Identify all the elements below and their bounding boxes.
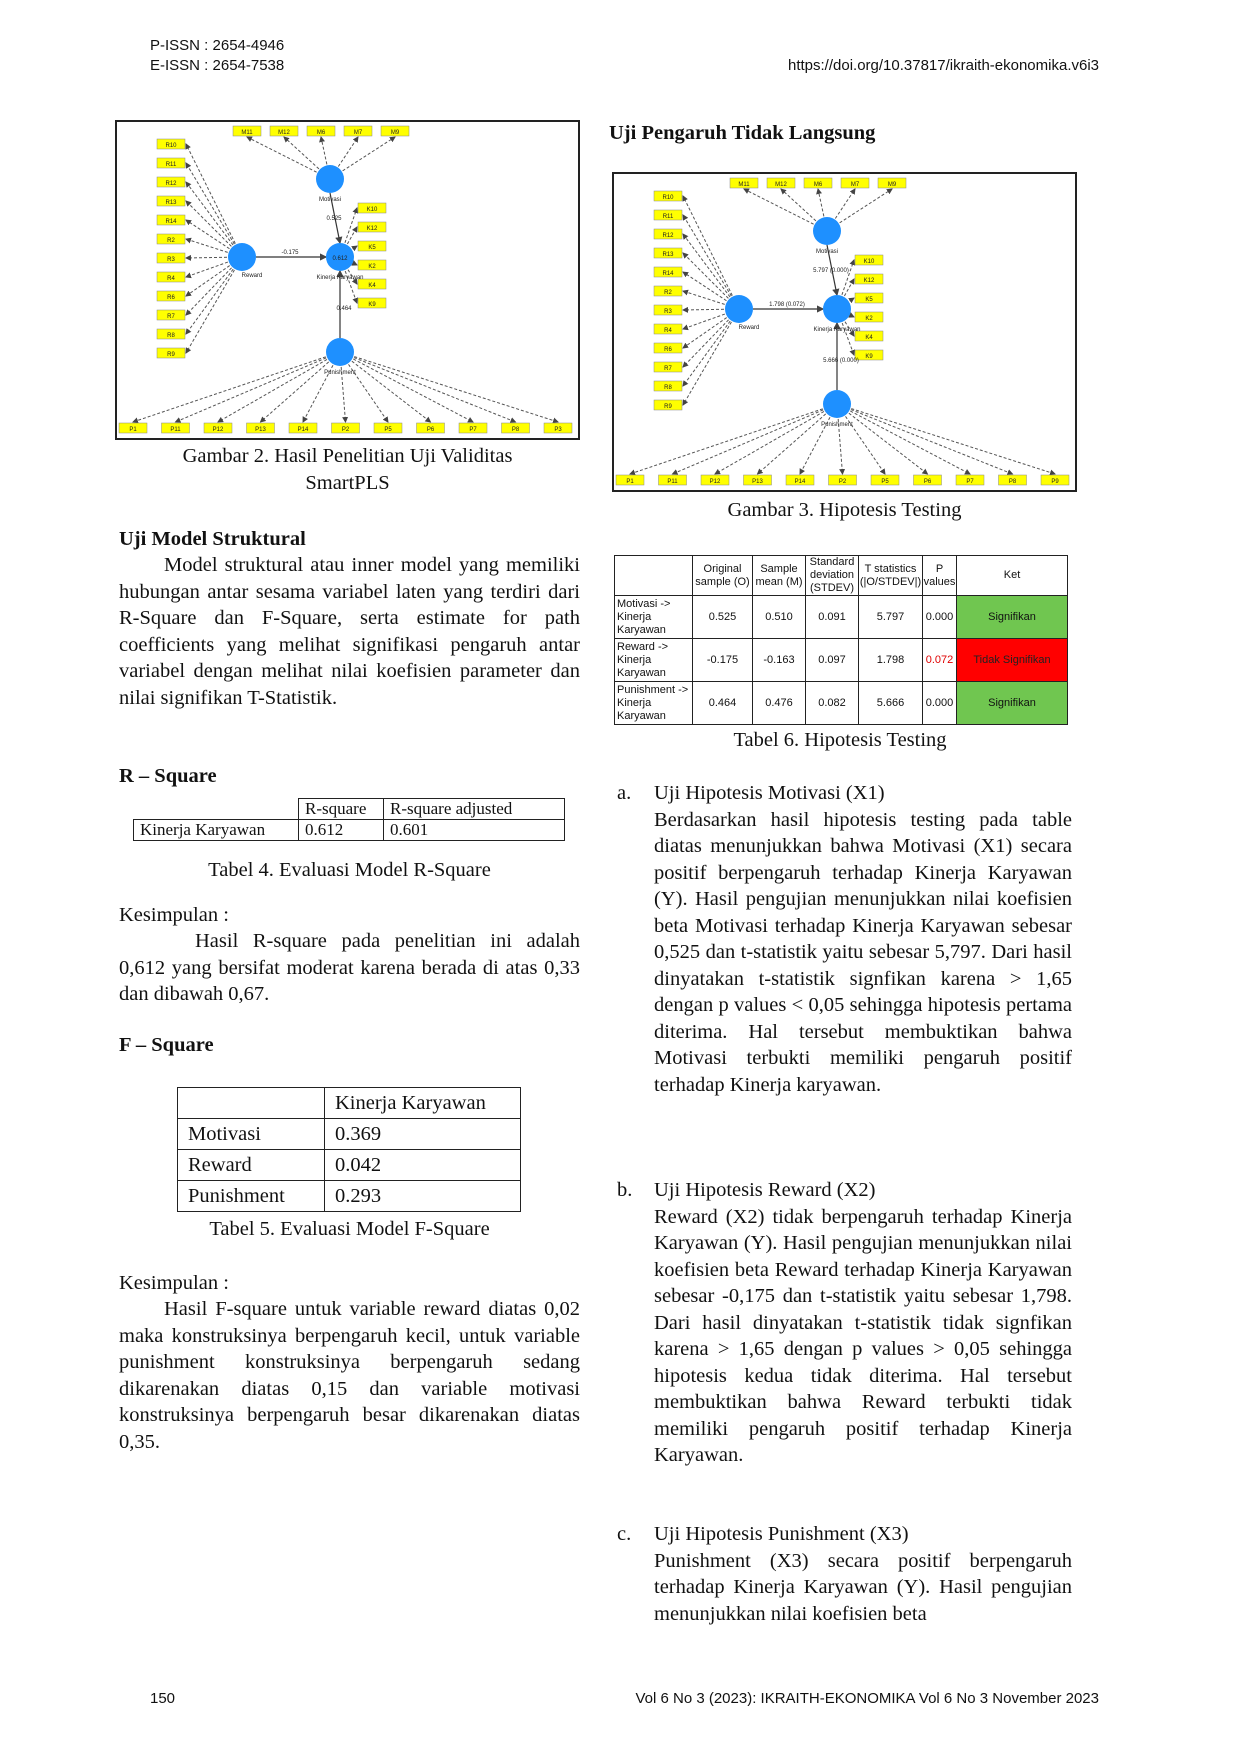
kesimpulan-2-text: Hasil F-square untuk variable reward diatas 0,02 maka konstruksinya berpengaruh kecil, untuk variable punishment konstruksinya berpengaruh sedang dikarenakan diatas 0,15 dan variable motivasi konstruksinya berpengaruh besar dikarenakan diatas 0,35. <box>119 1298 580 1453</box>
latent-motivasi-label: Motivasi <box>318 197 342 203</box>
indicator-punishment-label: P13 <box>255 427 266 433</box>
indicator-reward-label: R13 <box>662 252 674 258</box>
path-punishment-value: 0.464 <box>336 306 352 312</box>
loading-line <box>340 352 431 422</box>
paragraph-struktural: Model struktural atau inner model yang memiliki hubungan antar sesama variabel laten yang terdiri dari R-Square dan F-Square, serta estimate for path coefficients yang melihat signifikasi pengaruh antar variabel dengan melihat nilai koefisien parameter dan nilai signifikan T-Statistik. <box>119 554 580 709</box>
indicator-reward-label: R4 <box>664 328 672 334</box>
indicator-punishment-label: P2 <box>341 427 350 433</box>
loading-line <box>758 404 838 474</box>
indicator-punishment-label: P7 <box>966 479 974 485</box>
loading-line <box>837 404 970 474</box>
indicator-kinerja-label: K9 <box>865 354 873 360</box>
indicator-motivasi-label: M12 <box>278 130 290 136</box>
indicator-motivasi-label: M6 <box>813 182 823 188</box>
indicator-punishment-label: P13 <box>752 479 763 485</box>
indicator-reward-label: R3 <box>167 257 175 263</box>
indicator-motivasi-label: M6 <box>316 130 326 136</box>
indicator-reward-label: R2 <box>664 290 672 296</box>
hypothesis-row: Motivasi -> Kinerja Karyawan 0.525 0.510 0.091 5.797 0.000 Signifikan <box>615 596 1068 639</box>
indicator-punishment-label: P14 <box>297 427 309 433</box>
indicator-reward-label: R7 <box>167 314 175 320</box>
indicator-kinerja-label: K5 <box>368 245 376 251</box>
status-badge: Tidak Signifikan <box>957 639 1068 682</box>
hypothesis-row: Punishment -> Kinerja Karyawan 0.464 0.476 0.082 5.666 0.000 Signifikan <box>615 682 1068 725</box>
indicator-punishment-label: P7 <box>469 427 477 433</box>
indicator-reward-label: R11 <box>662 214 674 220</box>
loading-line <box>340 352 473 422</box>
status-badge: Signifikan <box>957 596 1068 639</box>
hypothesis-item-a: a. Uji Hipotesis Motivasi (X1) Berdasarkan hasil hipotesis testing pada table diatas menunjukkan bahwa Motivasi (X1) secara positif berpengaruh terhadap Kinerja Karyawan (Y). Hasil pengujian menunjukkan nilai koefisien beta Motivasi terhadap Kinerja Karyawan sebesar 0,525 dan t-statistik yaitu sebesar 5,797. Dari hasil dinyatakan t-statistik signfikan karena > 1,65 dengan p values < 0,05 sehingga hipotesis pertama diterima. Hal tersebut membuktikan bahwa Motivasi terbukti memiliki pengaruh positif terhadap Kinerja karyawan. <box>617 782 1072 1096</box>
figure-3-svg <box>614 174 1075 490</box>
indicator-reward-label: R10 <box>662 195 674 201</box>
latent-reward <box>725 295 753 323</box>
fsquare-row: Motivasi 0.369 <box>178 1119 521 1150</box>
loading-line <box>261 352 341 422</box>
indicator-reward-label: R9 <box>167 352 175 358</box>
latent-motivasi <box>813 217 841 245</box>
indicator-reward-label: R6 <box>167 295 175 301</box>
indicator-reward-label: R9 <box>664 404 672 410</box>
loading-line <box>715 404 837 474</box>
loading-line <box>340 352 516 422</box>
eissn: E-ISSN : 2654-7538 <box>150 57 285 74</box>
loading-line <box>837 404 1013 474</box>
indicator-punishment-label: P1 <box>129 427 137 433</box>
rsquare-table: R-square R-square adjusted Kinerja Karyawan 0.612 0.601 <box>133 798 565 841</box>
indicator-reward-label: R13 <box>165 200 177 206</box>
path-motivasi-value: 0.525 <box>326 216 342 222</box>
fsquare-table: Kinerja Karyawan Motivasi 0.369 Reward 0.042 Punishment 0.293 <box>177 1087 521 1212</box>
fsquare-caption: Tabel 5. Evaluasi Model F-Square <box>209 1218 490 1240</box>
indicator-motivasi-label: M11 <box>241 130 253 136</box>
loading-line <box>683 309 739 386</box>
indicator-punishment-label: P6 <box>426 427 435 433</box>
fsquare-row: Punishment 0.293 <box>178 1181 521 1212</box>
latent-punishment <box>326 338 354 366</box>
loading-line <box>673 404 838 474</box>
loading-line <box>683 309 739 405</box>
heading-fsquare: F – Square <box>119 1034 214 1056</box>
loading-line <box>186 182 242 257</box>
loading-line <box>837 404 928 474</box>
indicator-motivasi-label: M9 <box>887 182 897 188</box>
indicator-reward-label: R10 <box>165 143 177 149</box>
latent-kinerja <box>823 295 851 323</box>
path-reward-value: 1.798 (0.072) <box>769 302 805 308</box>
indicator-punishment-label: P8 <box>511 427 520 433</box>
loading-line <box>218 352 340 422</box>
indicator-punishment-label: P12 <box>709 479 721 485</box>
latent-reward <box>228 243 256 271</box>
indicator-punishment-label: P2 <box>838 479 847 485</box>
indicator-reward-label: R4 <box>167 276 175 282</box>
indicator-kinerja-label: K9 <box>368 302 376 308</box>
figure-2-svg <box>117 122 578 438</box>
indicator-reward-label: R2 <box>167 238 175 244</box>
loading-line <box>683 234 739 309</box>
latent-kinerja-label: Kinerja Karyawan <box>813 327 861 333</box>
loading-line <box>837 404 1055 474</box>
indicator-reward-label: R8 <box>167 333 175 339</box>
indicator-punishment-label: P5 <box>384 427 392 433</box>
hypothesis-table: Original sample (O) Sample mean (M) Standard deviation (STDEV) T statistics (|O/STDEV|) P values Ket Motivasi -> Kinerja Karyawan 0.525 0.510 0.091 5.797 0.000 Signifikan Reward -> Kinerja Karyawan -0.175 -0.163 0.097 1.798 0.072 Tidak Signifikan Punishment -> Kinerja Karyawan 0.464 0.476 0.082 5.666 0.000 Signifikan <box>614 555 1068 725</box>
r-square-value: 0.612 <box>332 256 348 262</box>
kesimpulan-1-text: Hasil R-square pada penelitian ini adalah 0,612 yang bersifat moderat karena berada di atas 0,33 dan dibawah 0,67. <box>119 930 580 1005</box>
loading-line <box>186 144 242 257</box>
hypothesis-row: Reward -> Kinerja Karyawan -0.175 -0.163 0.097 1.798 0.072 Tidak Signifikan <box>615 639 1068 682</box>
hypothesis-caption: Tabel 6. Hipotesis Testing <box>733 729 947 751</box>
latent-motivasi-label: Motivasi <box>815 249 839 255</box>
indicator-punishment-label: P9 <box>1051 479 1059 485</box>
doi-link[interactable]: https://doi.org/10.37817/ikraith-ekonomika.v6i3 <box>787 57 1099 74</box>
indicator-kinerja-label: K5 <box>865 297 873 303</box>
fsquare-row: Reward 0.042 <box>178 1150 521 1181</box>
latent-punishment-label: Punishment <box>821 422 853 428</box>
indicator-punishment-label: P14 <box>794 479 806 485</box>
indicator-punishment-label: P5 <box>881 479 889 485</box>
indicator-kinerja-label: K10 <box>366 207 378 213</box>
indicator-motivasi-label: M9 <box>390 130 400 136</box>
indicator-punishment-label: P6 <box>923 479 932 485</box>
indicator-motivasi-label: M7 <box>353 130 363 136</box>
status-badge: Signifikan <box>957 682 1068 725</box>
indicator-punishment-label: P11 <box>667 479 678 485</box>
indicator-punishment-label: P11 <box>170 427 181 433</box>
indicator-reward-label: R7 <box>664 366 672 372</box>
indicator-reward-label: R11 <box>165 162 177 168</box>
indicator-kinerja-label: K12 <box>366 226 378 232</box>
indicator-punishment-label: P12 <box>212 427 224 433</box>
figure-3-diagram <box>612 172 1077 492</box>
indicator-reward-label: R12 <box>662 233 674 239</box>
latent-punishment-label: Punishment <box>324 370 356 376</box>
loading-line <box>176 352 341 422</box>
heading-struktural: Uji Model Struktural <box>119 528 306 550</box>
loading-line <box>186 257 242 353</box>
latent-reward-label: Reward <box>241 273 263 279</box>
heading-tidak-langsung: Uji Pengaruh Tidak Langsung <box>609 122 876 144</box>
indicator-punishment-label: P3 <box>554 427 562 433</box>
indicator-motivasi-label: M7 <box>850 182 860 188</box>
figure-3-caption: Gambar 3. Hipotesis Testing <box>727 499 962 521</box>
indicator-motivasi-label: M11 <box>738 182 750 188</box>
path-reward-value: -0.175 <box>281 250 299 256</box>
figure-2-caption: Gambar 2. Hasil Penelitian Uji Validitas SmartPLS <box>182 445 513 494</box>
indicator-reward-label: R14 <box>165 219 177 225</box>
indicator-reward-label: R12 <box>165 181 177 187</box>
indicator-kinerja-label: K12 <box>863 278 875 284</box>
hypothesis-item-b: b. Uji Hipotesis Reward (X2) Reward (X2) tidak berpengaruh terhadap Kinerja Karyawan (Y). Hasil pengujian menunjukkan nilai koefisien beta Reward terhadap Kinerja Karyawan sebesar -0,175 dan t-statistik yaitu sebesar 1,798. Dari hasil dinyatakan t-statistik tidak signfikan karena > 1,65 dengan p values > 0,05 sehingga hipotesis kedua tidak diterima. Hal tersebut membuktikan bahwa Reward terbukti tidak memiliki pengaruh positif terhadap Kinerja Karyawan. <box>617 1179 1072 1466</box>
path-punishment-value: 5.666 (0.000) <box>823 358 859 364</box>
indicator-reward-label: R3 <box>664 309 672 315</box>
latent-kinerja-label: Kinerja Karyawan <box>316 275 364 281</box>
rsquare-caption: Tabel 4. Evaluasi Model R-Square <box>208 859 491 881</box>
indicator-kinerja-label: K2 <box>368 264 376 270</box>
indicator-kinerja-label: K10 <box>863 259 875 265</box>
path-motivasi-value: 5.797 (0.000) <box>813 268 849 274</box>
indicator-kinerja-label: K2 <box>865 316 873 322</box>
heading-rsquare: R – Square <box>119 765 217 787</box>
indicator-reward-label: R8 <box>664 385 672 391</box>
latent-motivasi <box>316 165 344 193</box>
indicator-punishment-label: P1 <box>626 479 634 485</box>
hypothesis-item-c: c. Uji Hipotesis Punishment (X3) Punishment (X3) secara positif berpengaruh terhadap Kinerja Karyawan (Y). Hasil pengujian menunjukkan nilai koefisien beta <box>617 1523 1072 1625</box>
loading-line <box>683 196 739 309</box>
latent-punishment <box>823 390 851 418</box>
indicator-kinerja-label: K4 <box>368 283 376 289</box>
loading-line <box>186 257 242 334</box>
loading-line <box>340 352 558 422</box>
page-number: 150 <box>150 1690 176 1707</box>
kesimpulan-2-label: Kesimpulan : <box>119 1272 229 1294</box>
figure-2-diagram <box>115 120 580 440</box>
latent-reward-label: Reward <box>738 325 760 331</box>
indicator-punishment-label: P8 <box>1008 479 1017 485</box>
indicator-reward-label: R14 <box>662 271 674 277</box>
indicator-reward-label: R6 <box>664 347 672 353</box>
pissn: P-ISSN : 2654-4946 <box>150 37 285 54</box>
kesimpulan-1-label: Kesimpulan : <box>119 904 229 926</box>
journal-info: Vol 6 No 3 (2023): IKRAITH-EKONOMIKA Vol 6 No 3 November 2023 <box>635 1690 1099 1707</box>
indicator-kinerja-label: K4 <box>865 335 873 341</box>
indicator-motivasi-label: M12 <box>775 182 787 188</box>
